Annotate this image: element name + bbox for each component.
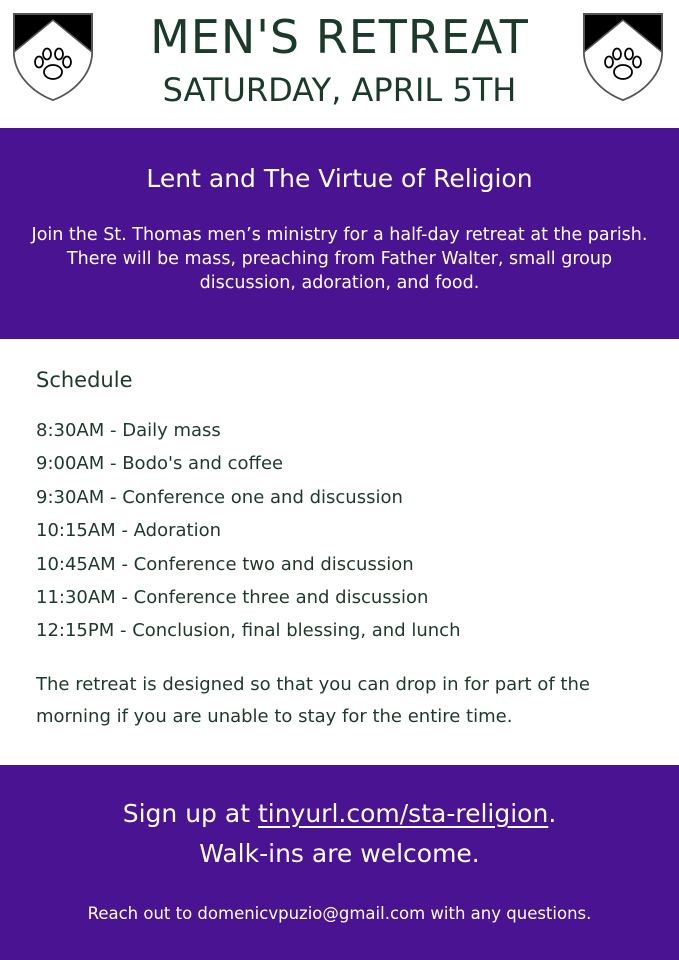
signup-prefix: Sign up at (122, 799, 258, 828)
contact-text: Reach out to domenicvpuzio@gmail.com with any questions. (87, 904, 592, 923)
retreat-theme: Lent and The Virtue of Religion (146, 164, 533, 193)
footer-banner (0, 765, 679, 960)
schedule-item: 11:30AM - Conference three and discussion (36, 587, 429, 609)
schedule-list (36, 414, 460, 648)
page-title: MEN'S RETREAT (150, 10, 529, 64)
signup-link[interactable]: tinyurl.com/sta-religion (257, 799, 549, 828)
schedule-item: 9:30AM - Conference one and discussion (36, 486, 403, 508)
signup-suffix: . (548, 799, 557, 828)
walkins-text: Walk-ins are welcome. (199, 839, 480, 868)
schedule-item: 10:15AM - Adoration (36, 520, 222, 542)
schedule-item: 8:30AM - Daily mass (36, 420, 221, 441)
schedule-item: 12:15PM - Conclusion, final blessing, and lunch (36, 620, 461, 642)
intro-banner (0, 128, 679, 339)
schedule-item: 10:45AM - Conference two and discussion (36, 553, 414, 575)
schedule-section (0, 339, 679, 765)
signup-line (0, 795, 679, 833)
header (0, 0, 679, 128)
schedule-heading: Schedule (36, 368, 133, 392)
drop-in-note: The retreat is designed so that you can drop in for part of the morning if you are unable to stay for the entire time. (36, 674, 590, 727)
schedule-item: 9:00AM - Bodo's and coffee (36, 453, 284, 475)
retreat-description: Join the St. Thomas men’s ministry for a half-day retreat at the parish. There will be mass, preaching from Father Walter, small group discussion, adoration, and food. (31, 225, 648, 293)
paw-print-shield-icon (582, 12, 664, 102)
event-date: SATURDAY, APRIL 5TH (162, 71, 517, 109)
